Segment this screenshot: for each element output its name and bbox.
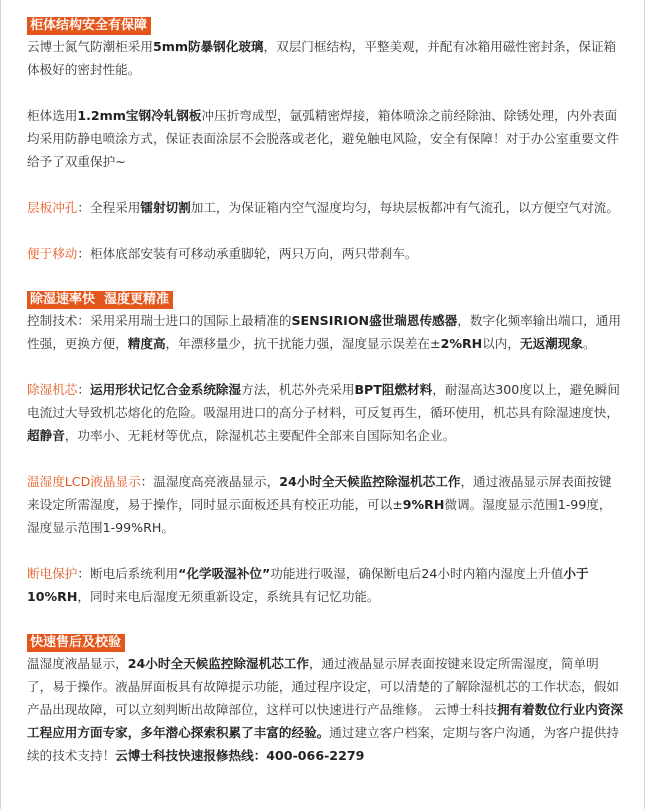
text-run: 。 bbox=[582, 336, 596, 351]
text-run: 功能进行吸湿，确保断电后24小时内箱内湿度上升值 bbox=[270, 566, 564, 581]
text-run: ：温湿度高亮液晶显示， bbox=[140, 474, 280, 489]
text-run: 云博士氮气防潮柜采用 bbox=[27, 39, 153, 54]
bold-run: 2%RH bbox=[440, 336, 483, 351]
paragraph-gap bbox=[27, 447, 623, 470]
text-run: ，数字化频率输出端口，通用性强，更换方便， bbox=[27, 313, 621, 351]
section-heading-dehumidify: 除湿速率快 湿度更精准 bbox=[27, 291, 173, 309]
hotline-text: 云博士科技快速报修热线：400-066-2279 bbox=[115, 748, 365, 763]
text-run: 微调。湿度显示范围1-99度，湿度显示范围1-99%RH。 bbox=[27, 497, 612, 535]
text-run: 控制技术：采用采用瑞士进口的国际上最精准的 bbox=[27, 313, 292, 328]
text-run: ：断电后系统利用 bbox=[77, 566, 179, 581]
text-run: 加工，为保证箱内空气湿度均匀，每块层板都冲有气流孔，以方便空气对流。 bbox=[190, 200, 619, 215]
content-column bbox=[27, 14, 623, 767]
text-run: ，同时来电后湿度无须重新设定，系统具有记忆功能。 bbox=[77, 589, 380, 604]
text-run: ：柜体底部安装有可移动承重脚轮，两只万向，两只带刹车。 bbox=[77, 246, 418, 261]
bold-run: 超静音 bbox=[27, 428, 65, 443]
bold-run: 5mm防暴钢化玻璃 bbox=[152, 39, 264, 54]
bold-run: 镭射切割 bbox=[140, 200, 191, 215]
feature-label: 除湿机芯 bbox=[27, 382, 78, 397]
text-run: 以内， bbox=[482, 336, 520, 351]
bold-run: 拥有着数位行业内资深工程应用方面专家，多年潜心探索积累了丰富的经验。 bbox=[27, 702, 623, 740]
paragraph-dehumidifier-core bbox=[27, 378, 623, 447]
bold-run: 24小时全天候监控除湿机芯工作 bbox=[279, 474, 461, 489]
paragraph-control-tech bbox=[27, 309, 623, 355]
bold-run: 运用形状记忆合金系统除湿 bbox=[89, 382, 242, 397]
paragraph-lcd-display bbox=[27, 470, 623, 539]
section-gap bbox=[27, 608, 623, 631]
section-heading-cabinet-structure: 柜体结构安全有保障 bbox=[27, 17, 151, 35]
paragraph-steel-plate bbox=[27, 104, 623, 173]
bold-run: SENSIRION盛世瑞恩传感器 bbox=[291, 313, 458, 328]
text-run: 柜体选用 bbox=[27, 108, 78, 123]
paragraph-mobility bbox=[27, 242, 623, 265]
text-run: ：全程采用 bbox=[77, 200, 141, 215]
section-heading-after-sales: 快速售后及校验 bbox=[27, 634, 125, 652]
paragraph-after-sales bbox=[27, 652, 623, 767]
text-run: ，通过液晶显示屏表面按键来设定所需湿度，易于操作，同时显示面板还具有校正功能，可以± bbox=[27, 474, 612, 512]
paragraph-glass-door bbox=[27, 35, 623, 81]
feature-label: 便于移动 bbox=[27, 246, 78, 261]
bold-run: 9%RH bbox=[402, 497, 445, 512]
paragraph-gap bbox=[27, 539, 623, 562]
bold-run: 小于10%RH bbox=[27, 566, 589, 604]
bold-run: 无返潮现象 bbox=[519, 336, 583, 351]
paragraph-shelf-holes bbox=[27, 196, 623, 219]
paragraph-power-protection bbox=[27, 562, 623, 608]
text-run: 温湿度液晶显示， bbox=[27, 656, 128, 671]
bold-run: “化学吸湿补位” bbox=[178, 566, 271, 581]
text-run: ： bbox=[77, 382, 90, 397]
feature-label: 断电保护 bbox=[27, 566, 78, 581]
text-run: ，耐湿高达300度以上，避免瞬间电流过大导致机芯熔化的危险。吸湿用进口的高分子材料，可反复再生，循环使用，机芯具有除湿速度快， bbox=[27, 382, 620, 420]
text-run: ，通过液晶显示屏表面按键来设定所需湿度，简单明了，易于操作。液晶屏面板具有故障提示功能，通过程序设定，可以清楚的了解除湿机芯的工作状态，假如产品出现故障，可以立刻判断出故障部位，这样可以快速进行产品维修。 云博士科技 bbox=[27, 656, 619, 717]
text-run: 通过建立客户档案，定期与客户沟通，为客户提供持续的技术支持！ bbox=[27, 725, 619, 763]
text-run: ，年漂移量少，抗干扰能力强，湿度显示误差在± bbox=[165, 336, 441, 351]
text-run: ，双层门框结构，平整美观，并配有冰箱用磁性密封条，保证箱体极好的密封性能。 bbox=[27, 39, 617, 77]
bold-run: 1.2mm宝钢冷轧钢板 bbox=[77, 108, 202, 123]
text-run: 方法，机芯外壳采用 bbox=[241, 382, 355, 397]
paragraph-gap bbox=[27, 81, 623, 104]
feature-label: 层板冲孔 bbox=[27, 200, 78, 215]
bold-run: 24小时全天候监控除湿机芯工作 bbox=[127, 656, 309, 671]
text-run: ，功率小、无耗材等优点，除湿机芯主要配件全部来自国际知名企业。 bbox=[64, 428, 456, 443]
bold-run: 精度高 bbox=[127, 336, 166, 351]
paragraph-gap bbox=[27, 355, 623, 378]
paragraph-gap bbox=[27, 219, 623, 242]
text-run: 冲压折弯成型，氩弧精密焊接，箱体喷涂之前经除油、除锈处理，内外表面均采用防静电喷涂方式，保证表面涂层不会脱落或老化，避免触电风险，安全有保障！对于办公室重要文件给予了双重保护~ bbox=[27, 108, 619, 169]
bold-run: BPT阻燃材料 bbox=[354, 382, 433, 397]
feature-label: 温湿度LCD液晶显示 bbox=[27, 474, 141, 489]
section-gap bbox=[27, 265, 623, 288]
paragraph-gap bbox=[27, 173, 623, 196]
